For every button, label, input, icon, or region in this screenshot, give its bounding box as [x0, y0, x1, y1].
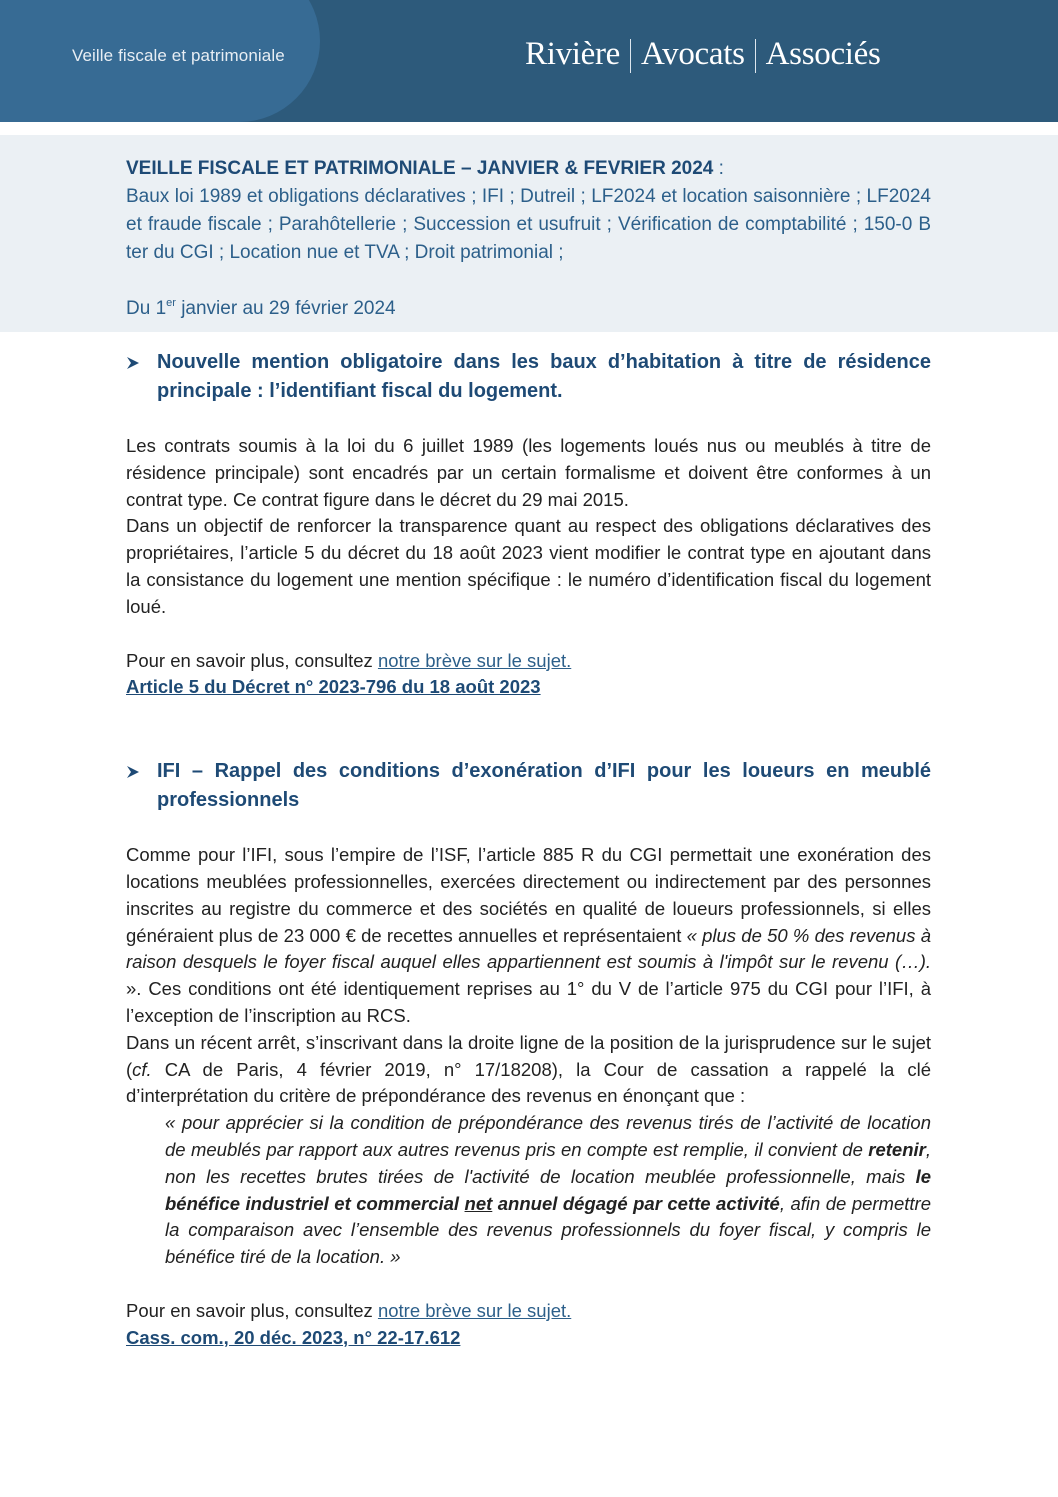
brand-part-2: Avocats — [641, 36, 745, 72]
more-info-line: Pour en savoir plus, consultez notre brève sur le sujet. — [126, 1299, 572, 1321]
arrow-bullet-icon — [126, 765, 140, 779]
summary-title: VEILLE FISCALE ET PATRIMONIALE – JANVIER & FEVRIER 2024 — [126, 158, 714, 179]
summary-box — [0, 135, 1058, 332]
brand-part-3: Associés — [765, 36, 881, 72]
paragraph: Comme pour l’IFI, sous l’empire de l’ISF, l’article 885 R du CGI permettait une exonération des locations meublées professionnelles, exercées directement ou indirectement par des personnes inscrites au registre du commerce et des sociétés en qualité de loueurs professionnels, si elles généraient plus de 23 000 € de recettes annuelles et représentaient « plus de 50 % des revenus à raison desquels le foyer fiscal auquel elles appartiennent est soumis à l'impôt sur le revenu (…). ». Ces conditions ont été identiquement reprises au 1° du V de l’article 975 du CGI pour l’IFI, à l’exception de l’inscription au RCS. — [126, 844, 931, 1026]
arrow-bullet-icon — [126, 356, 140, 370]
paragraph: Les contrats soumis à la loi du 6 juillet 1989 (les logements loués nus ou meublés à titre de résidence principale) sont encadrés par un certain formalisme et doivent être conformes à un contrat type. Ce contrat figure dans le décret du 29 mai 2015. — [126, 435, 931, 510]
summary-heading: VEILLE FISCALE ET PATRIMONIALE – JANVIER & FEVRIER 2024 : — [126, 158, 724, 179]
breve-link[interactable]: notre brève sur le sujet. — [377, 1299, 572, 1321]
breve-link[interactable]: notre brève sur le sujet. — [377, 649, 572, 671]
cassation-reference-link[interactable]: Cass. com., 20 déc. 2023, n° 22-17.612 — [126, 1326, 461, 1348]
page-header — [0, 0, 1058, 122]
header-subtitle: Veille fiscale et patrimoniale — [72, 46, 285, 65]
brand-separator — [755, 39, 756, 73]
reference-line — [126, 1325, 931, 1352]
paragraph: Dans un objectif de renforcer la transparence quant au respect des obligations déclaratives des propriétaires, l’article 5 du décret du 18 août 2023 vient modifier le contrat type en ajoutant dans la consistance du logement une mention spécifique : le numéro d’identification fiscal du logement loué. — [126, 515, 931, 617]
brand-part-1: Rivière — [525, 36, 621, 72]
brand-separator — [630, 39, 631, 73]
summary-topics: Baux loi 1989 et obligations déclaratives ; IFI ; Dutreil ; LF2024 et location saisonnière ; LF2024 et fraude fiscale ; Parahôtellerie ; Succession et usufruit ; Vérification de comptabilité ; 150-0 B ter du CGI ; Location nue et TVA ; Droit patrimonial ; — [126, 186, 931, 263]
brand-logo — [525, 36, 881, 73]
court-quote: « pour apprécier si la condition de prépondérance des revenus tirés de l’activité de location de meublés par rapport aux autres revenus pris en compte est remplie, il convient de retenir, non les recettes brutes tirées de l'activité de location meublée professionnelle, mais le bénéfice industriel et commercial net annuel dégagé par cette activité, afin de permettre la comparaison avec l’ensemble des revenus professionnels du foyer fiscal, y compris le bénéfice tiré de la location. » — [165, 1112, 931, 1268]
decret-reference-link[interactable]: Article 5 du Décret n° 2023-796 du 18 août 2023 — [126, 676, 541, 698]
paragraph: Dans un récent arrêt, s’inscrivant dans la droite ligne de la position de la jurisprudence sur le sujet (cf. CA de Paris, 4 février 2019, n° 17/18208), la Cour de cassation a rappelé la clé d’interprétation du critère de prépondérance des revenus en énonçant que : — [126, 1031, 931, 1107]
reference-line — [126, 674, 931, 701]
summary-date: Du 1er janvier au 29 février 2024 — [126, 297, 396, 319]
section-title-ifi: IFI – Rappel des conditions d’exonération d’IFI pour les loueurs en meublé professionnels — [126, 757, 931, 815]
section-title-baux: Nouvelle mention obligatoire dans les baux d’habitation à titre de résidence principale : l’identifiant fiscal du logement. — [126, 348, 931, 406]
more-info-line: Pour en savoir plus, consultez notre brève sur le sujet. — [126, 649, 572, 671]
document-body — [126, 348, 931, 1352]
